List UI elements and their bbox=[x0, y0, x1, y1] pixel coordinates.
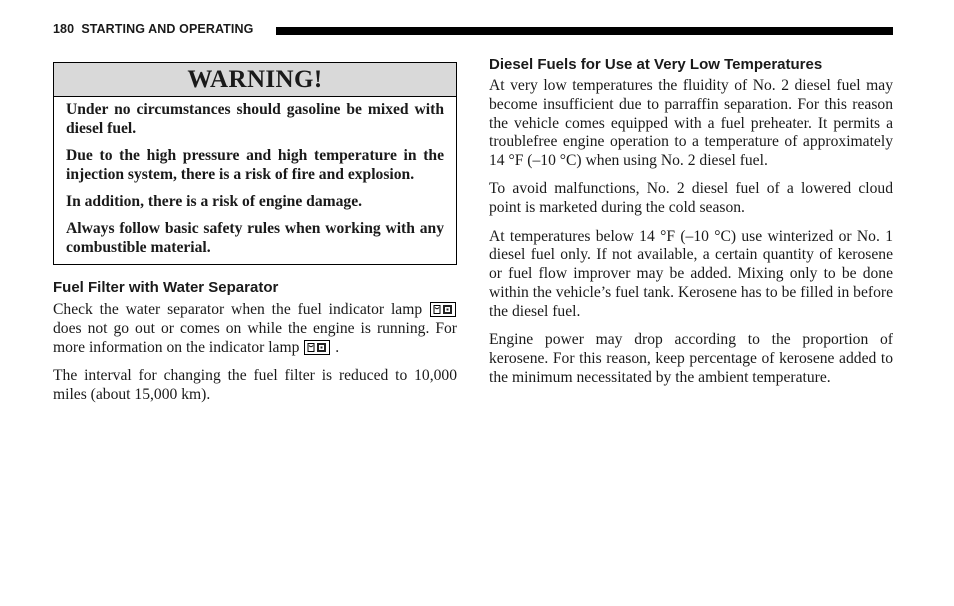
warning-paragraph: Under no circumstances should gasoline be mixed with diesel fuel. bbox=[66, 101, 444, 137]
right-column bbox=[489, 55, 893, 397]
fuel-filter-paragraph bbox=[53, 301, 457, 357]
fuel-filter-heading: Fuel Filter with Water Separator bbox=[53, 279, 279, 296]
left-column bbox=[53, 62, 457, 414]
fuel-filter-interval-paragraph: The interval for changing the fuel filter is reduced to 10,000 miles (about 15,000 km). bbox=[53, 366, 457, 403]
text-run: Check the water separator when the fuel indicator lamp bbox=[53, 301, 423, 318]
page-number: 180 bbox=[53, 22, 75, 36]
section-title: STARTING AND OPERATING bbox=[81, 22, 254, 36]
text-run: . bbox=[335, 338, 340, 356]
diesel-paragraph: To avoid malfunctions, No. 2 diesel fuel of a lowered cloud point is marketed during the cold season. bbox=[489, 180, 893, 217]
diesel-paragraph: At temperatures below 14 °F (–10 °C) use winterized or No. 1 diesel fuel only. If not available, a certain quantity of kerosene or fuel flow improver may be added. Mixing only to be done within the vehicle’s fuel tank. Kerosene has to be filled in before the diesel fuel. bbox=[489, 227, 893, 320]
page-header-title bbox=[53, 22, 253, 36]
warning-paragraph: In addition, there is a risk of engine damage. bbox=[66, 193, 363, 210]
diesel-paragraph: Engine power may drop according to the proportion of kerosene. For this reason, keep percentage of kerosene added to the minimum necessitated by the ambient temperature. bbox=[489, 331, 893, 386]
text-run: does not go out or comes on while the engine is running. For more information on the indicator lamp bbox=[53, 319, 457, 356]
diesel-paragraph: At very low temperatures the fluidity of No. 2 diesel fuel may become insufficient due to parraffin separation. For this reason the vehicle comes equipped with a fuel preheater. It permits a troublefree engine operation to a temperature of approximately 14 °F (–10 °C) when using No. 2 diesel fuel. bbox=[489, 77, 893, 170]
warning-box bbox=[53, 62, 457, 265]
diesel-low-temp-heading: Diesel Fuels for Use at Very Low Temperatures bbox=[489, 56, 823, 73]
water-in-fuel-indicator-icon bbox=[304, 340, 330, 355]
water-in-fuel-indicator-icon bbox=[430, 302, 456, 317]
header-rule bbox=[276, 27, 893, 35]
warning-paragraph: Due to the high pressure and high temperature in the injection system, there is a risk of fire and explosion. bbox=[66, 147, 444, 183]
warning-paragraph: Always follow basic safety rules when working with any combustible material. bbox=[66, 220, 444, 256]
warning-title: WARNING! bbox=[54, 63, 456, 97]
page-header bbox=[53, 21, 893, 37]
warning-body bbox=[54, 97, 456, 264]
